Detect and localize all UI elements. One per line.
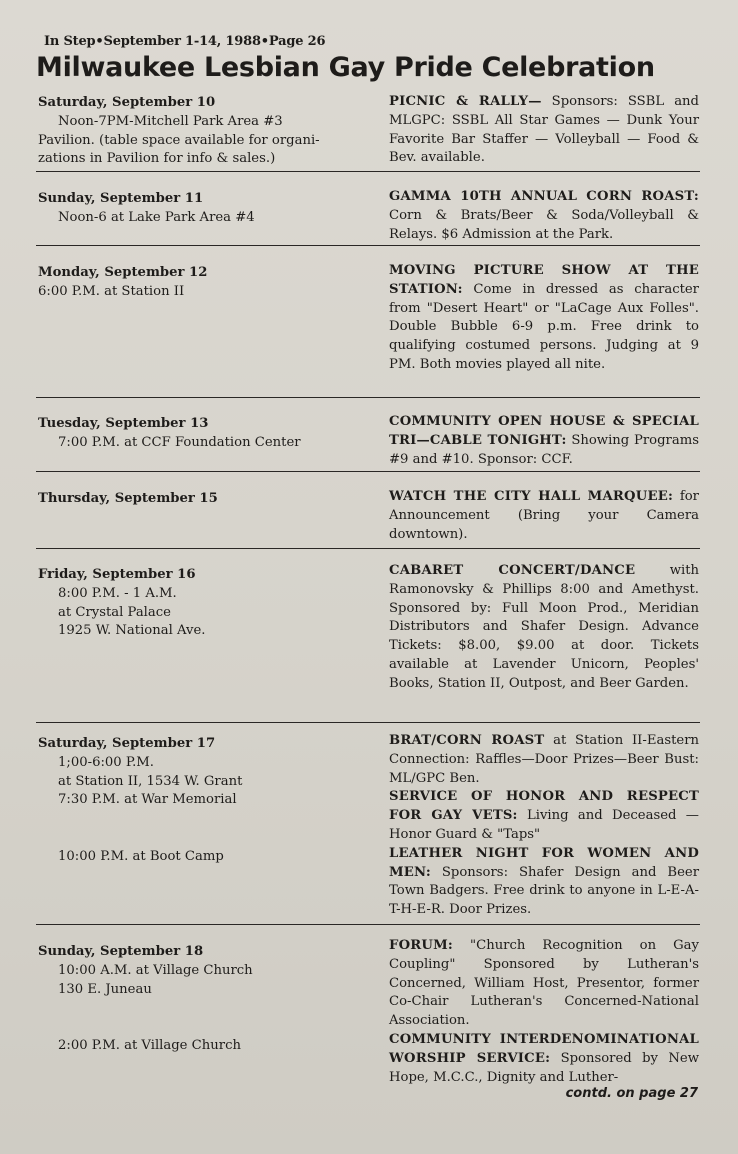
event-detail: Noon-6 at Lake Park Area #4 bbox=[58, 209, 255, 225]
event-when-sep12 bbox=[38, 264, 368, 302]
event-text: Sponsors: Shafer Design and Beer Town Badgers. Free drink to anyone in L-E-A-T-H-E-R. Door Prizes. bbox=[389, 864, 699, 918]
event-detail: Pavilion. (table space available for organi- bbox=[38, 132, 320, 148]
event-when-sep11 bbox=[38, 190, 368, 228]
continued-note: contd. on page 27 bbox=[565, 1086, 698, 1101]
event-date: Sunday, September 11 bbox=[38, 191, 204, 206]
divider bbox=[36, 471, 700, 472]
sub-event bbox=[389, 937, 699, 1031]
event-text: for Announcement (Bring your Camera downtown). bbox=[389, 489, 699, 542]
event-description-sep15 bbox=[389, 488, 699, 544]
event-date: Sunday, September 18 bbox=[38, 944, 204, 959]
event-description-sep12 bbox=[389, 262, 699, 375]
event-title: COMMUNITY INTERDENOMINATIONAL WORSHIP SERVICE: bbox=[389, 1031, 699, 1066]
event-date: Saturday, September 10 bbox=[38, 95, 216, 110]
event-text: Sponsored by New Hope, M.C.C., Dignity and Luther- bbox=[389, 1050, 700, 1085]
spacer bbox=[38, 829, 368, 848]
event-description-sep11 bbox=[389, 188, 699, 244]
event-detail: 10:00 A.M. at Village Church bbox=[58, 962, 253, 978]
event-detail: 10:00 P.M. at Boot Camp bbox=[58, 848, 224, 864]
event-title: GAMMA 10TH ANNUAL CORN ROAST: bbox=[389, 189, 699, 204]
event-title: PICNIC & RALLY— bbox=[389, 94, 542, 109]
sub-event bbox=[389, 845, 699, 920]
event-title: COMMUNITY OPEN HOUSE & SPECIAL TRI—CABLE TONIGHT: bbox=[389, 414, 699, 448]
spacer bbox=[38, 999, 368, 1018]
event-title: CABARET CONCERT/DANCE bbox=[389, 563, 636, 578]
sub-event bbox=[389, 788, 699, 844]
event-description-sep16 bbox=[389, 562, 699, 694]
event-when-sep15 bbox=[38, 490, 368, 509]
event-when-sep18 bbox=[38, 943, 368, 1056]
spacer bbox=[38, 1018, 368, 1037]
event-title: WATCH THE CITY HALL MARQUEE: bbox=[389, 489, 674, 504]
divider bbox=[36, 397, 700, 398]
event-date: Saturday, September 17 bbox=[38, 736, 216, 751]
event-when-sep10 bbox=[38, 94, 368, 169]
event-detail: 1925 W. National Ave. bbox=[58, 623, 206, 639]
divider bbox=[36, 722, 700, 723]
event-description-sep18 bbox=[389, 937, 699, 1087]
divider bbox=[36, 924, 700, 925]
event-detail: at Station II, 1534 W. Grant bbox=[58, 773, 243, 789]
event-detail: 1;00-6:00 P.M. bbox=[58, 754, 154, 770]
event-title: FORUM: bbox=[389, 938, 453, 953]
event-text: Corn & Brats/Beer & Soda/Volleyball & Relays. $6 Admission at the Park. bbox=[389, 207, 699, 242]
event-text: "Church Recognition on Gay Coupling" Sponsored by Lutheran's Concerned, William Host, Presentor, former Co-Chair Lutheran's Concerned-National Association. bbox=[389, 938, 699, 1029]
event-detail: 130 E. Juneau bbox=[58, 981, 152, 997]
event-detail: Noon-7PM-Mitchell Park Area #3 bbox=[58, 113, 283, 129]
running-head: In Step•September 1-14, 1988•Page 26 bbox=[44, 34, 326, 49]
sub-event bbox=[389, 732, 699, 788]
sub-event bbox=[389, 1031, 699, 1087]
event-date: Monday, September 12 bbox=[38, 265, 208, 280]
divider bbox=[36, 548, 700, 549]
event-date: Thursday, September 15 bbox=[38, 491, 218, 506]
event-date: Tuesday, September 13 bbox=[38, 416, 209, 431]
event-detail: 6:00 P.M. at Station II bbox=[38, 283, 185, 299]
event-text: Living and Deceased — Honor Guard & "Taps" bbox=[389, 808, 699, 842]
event-text: Sponsors: SSBL and MLGPC: SSBL All Star Games — Dunk Your Favorite Bar Staffer — Volleyball — Food & Bev. available. bbox=[389, 94, 699, 166]
event-detail: 2:00 P.M. at Village Church bbox=[58, 1037, 241, 1053]
event-when-sep17 bbox=[38, 735, 368, 867]
event-when-sep16 bbox=[38, 566, 368, 641]
page-title: Milwaukee Lesbian Gay Pride Celebration bbox=[36, 52, 655, 83]
event-detail: at Crystal Palace bbox=[58, 604, 171, 620]
event-title: MOVING PICTURE SHOW AT THE STATION: bbox=[389, 263, 699, 297]
event-detail: 8:00 P.M. - 1 A.M. bbox=[58, 585, 177, 601]
event-description-sep17 bbox=[389, 732, 699, 920]
event-text: Come in dressed as character from "Desert Heart" or "LaCage Aux Folles". Double Bubble 6-9 p.m. Free drink to qualifying costumed persons. Judging at 9 PM. Both movies played all nite. bbox=[389, 281, 699, 372]
divider bbox=[36, 245, 700, 246]
event-title: SERVICE OF HONOR AND RESPECT FOR GAY VETS: bbox=[389, 789, 699, 824]
event-text: at Station II-Eastern Connection: Raffles—Door Prizes—Beer Bust: ML/GPC Ben. bbox=[389, 733, 699, 786]
event-text: with Ramonovsky & Phillips 8:00 and Amethyst. Sponsored by: Full Moon Prod., Meridian Distributors and Shafer Design. Advance Tickets: $8.00, $9.00 at door. Tickets available at Lavender Unicorn, Peoples' Books, Station II, Outpost, and Beer Garden. bbox=[389, 563, 699, 691]
event-date: Friday, September 16 bbox=[38, 567, 196, 582]
event-description-sep13 bbox=[389, 413, 699, 469]
event-detail: 7:30 P.M. at War Memorial bbox=[58, 792, 237, 808]
event-when-sep13 bbox=[38, 415, 368, 453]
event-title: BRAT/CORN ROAST bbox=[389, 733, 545, 748]
event-detail: zations in Pavilion for info & sales.) bbox=[38, 151, 276, 167]
event-title: LEATHER NIGHT FOR WOMEN AND MEN: bbox=[389, 845, 699, 880]
event-detail: 7:00 P.M. at CCF Foundation Center bbox=[58, 434, 301, 450]
event-text: Showing Programs #9 and #10. Sponsor: CCF. bbox=[389, 432, 699, 467]
divider bbox=[36, 171, 700, 172]
event-description-sep10 bbox=[389, 93, 699, 168]
spacer bbox=[38, 810, 368, 829]
